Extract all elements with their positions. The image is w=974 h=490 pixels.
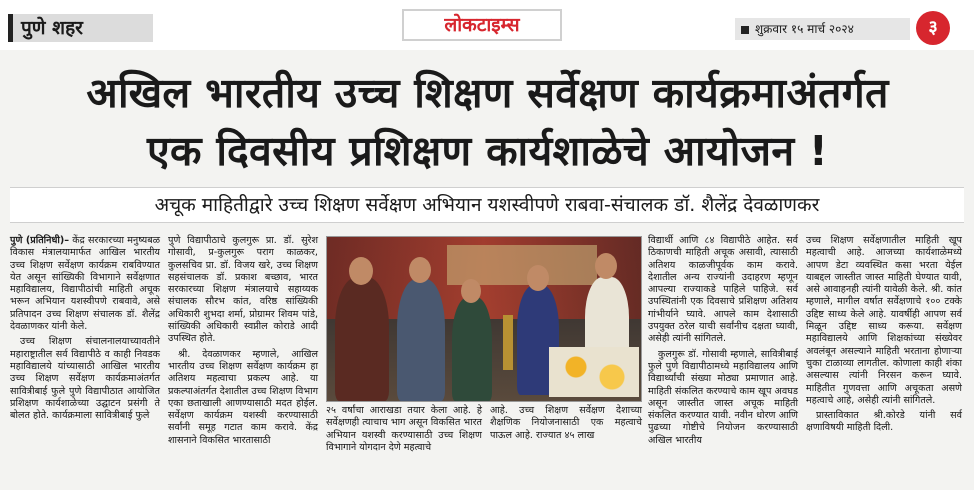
article-column-3: [490, 405, 642, 445]
article-column-4: [648, 235, 798, 450]
article-column-5: [806, 235, 962, 438]
headline: [15, 64, 960, 180]
headline-line-2: एक दिवसीय प्रशिक्षण कार्यशाळेचे आयोजन !: [147, 127, 828, 175]
article-paragraph: [10, 235, 160, 333]
person-head: [595, 253, 617, 279]
headline-line-1: अखिल भारतीय उच्च शिक्षण सर्वेक्षण कार्यक्रमाअंतर्गत: [86, 69, 889, 117]
subheadline-strip: [10, 187, 964, 223]
dateline: पुणे (प्रतिनिधी)–: [10, 235, 70, 246]
person-head: [409, 257, 431, 283]
article-paragraph: उच्च शिक्षण संचालनालयाच्यावतीने महाराष्ट्रातील सर्व विद्यापीठे व काही निवडक महाविद्यालये यांच्यासाठी आखिल भारतीय उच्च शिक्षण सर्वेक्षण कार्यक्रमाअंतर्गत सावित्रीबाई फुले पुणे विद्यापीठात आयोजित प्रशिक्षण कार्यशाळेच्या उद्घाटन प्रसंगी ते बोलत होते. कार्यक्रमाला सावित्रीबाई फुले: [10, 336, 160, 422]
person-head: [349, 257, 373, 285]
article-column-photo-caption-area: [326, 405, 482, 457]
article-paragraph: विद्यार्थी आणि ८४ विद्यापीठे आहेत. सर्व ठिकाणची माहिती अचूक असावी, त्यासाठी अतिशय काळजीपूर्वक काम करावे. देशातील अन्य राज्यांनी उदाहरण म्हणून आपल्या राज्याकडे पाहिले पाहिजे. सर्व उपस्थितांनी एक दिवसाचे प्रशिक्षण अतिशय गांभीर्याने घ्यावे. आपले काम देशासाठी उपयुक्त ठरेल याची सर्वांनीच दक्षता घ्यावी, असेही त्यांनी सांगितले.: [648, 235, 798, 345]
page-number-badge: ३: [916, 11, 950, 45]
article-paragraph: २५ वर्षांचा आराखडा तयार केला आहे. हे सर्वेक्षणही त्याचाच भाग असून विकसित भारत अभियान यशस्वी करण्यासाठी उच्च शिक्षण विभागाने योगदान देणे महत्वाचे: [326, 405, 482, 453]
article-paragraph: श्री. देवळाणकर म्हणाले, आखिल भारतीय उच्च शिक्षण सर्वेक्षण कार्यक्रम हा अतिशय महत्वाचा प्रकल्प आहे. या प्रकल्पाअंतर्गत देशातील उच्च शिक्षण विभाग एका छताखाली आणण्यासाठी मदत होईल. सर्वेक्षण कार्यक्रम यशस्वी करण्यासाठी सर्वांनी समूह गटात काम करावे. केंद्र शासनाने विकसित भारतासाठी: [168, 348, 318, 446]
masthead: [0, 0, 974, 50]
issue-date: [735, 18, 910, 40]
square-bullet-icon: [741, 26, 749, 34]
article-column-1: [10, 235, 160, 425]
article-paragraph: पुणे विद्यापीठाचे कुलगुरू प्रा. डॉ. सुरेश गोसावी, प्र-कुलगुरू पराग काळकर, कुलसचिव प्रा. डॉ. विजय खरे, उच्च शिक्षण सहसंचालक डॉ. प्रकाश बच्छाव, भारत सरकारच्या शिक्षण मंत्रालयाचे सहाय्यक संचालक सौरभ कांत, वरिष्ठ सांख्यिकी अधिकारी शुभदा शर्मा, प्रोग्रामर शिवम पांडे, सांख्यिकी अधिकारी स्वप्नील कोराडे आदी उपस्थित होते.: [168, 235, 318, 345]
paragraph-text: केंद्र सरकारच्या मनुष्यबळ विकास मंत्रालयामार्फत आखिल भारतीय उच्च शिक्षण सर्वेक्षण कार्यक्रम राबविण्यात येत असून सांख्यिकी विभागाने सर्वेक्षणात महाविद्यालय, विद्यापीठांची माहिती अचूक भरून अभियान यशस्वीपणे राबवावे, असे प्रतिपादन उच्च शिक्षण संचालक डॉ. शैलेंद्र देवळाणकर यांनी केले.: [10, 235, 160, 333]
article-paragraph: आहे. उच्च शिक्षण सर्वेक्षण देशाच्या शैक्षणिक नियोजनासाठी एक महत्वाचे पाऊल आहे. राज्यात ४५ लाख: [490, 405, 642, 441]
person-figure: [335, 277, 389, 401]
article-paragraph: कुलगुरू डॉ. गोसावी म्हणाले, सावित्रीबाई फुले पुणे विद्यापीठामध्ये महाविद्यालय आणि विद्यार्थ्यांची संख्या मोठ्या प्रमाणात आहे. माहिती संकलित करण्याचे काम खूप अवघड असून जास्तीत जास्त अचूक माहिती संकलित करण्यात यावी. नवीन धोरण आणि पुढच्या गोष्टीचे नियोजन करण्यासाठी अखिल भारतीय: [648, 348, 798, 446]
person-figure: [397, 279, 445, 401]
newspaper-logo: लोकटाइम्स: [402, 9, 562, 41]
event-photo: [326, 236, 642, 402]
flower-arrangement: [549, 347, 639, 397]
person-head: [527, 265, 549, 291]
person-figure: [452, 297, 492, 401]
article-paragraph: प्रास्ताविकात श्री.कोरडे यांनी सर्व क्षणाविषयी माहिती दिली.: [806, 410, 962, 434]
ceremonial-lamp: [503, 315, 513, 370]
city-section-label: पुणे शहर: [8, 14, 153, 42]
article-column-2: [168, 235, 318, 450]
person-head: [461, 279, 481, 303]
subheadline: अचूक माहितीद्वारे उच्च शिक्षण सर्वेक्षण अभियान यशस्वीपणे राबवा-संचालक डॉ. शैलेंद्र देवळाणकर: [154, 194, 820, 216]
article-paragraph: उच्च शिक्षण सर्वेक्षणातील माहिती खूप महत्वाची आहे. आजच्या कार्यशाळेमध्ये आपण डेटा व्यवस्थित कसा भरता येईल याबद्दल जास्तीत जास्त माहिती घेण्यात यावी, असे आवाहनही त्यांनी यावेळी केले. श्री. कांत म्हणाले, मागील वर्षात सर्वेक्षणाचे १०० टक्के उद्दिष्ट साध्य केले आहे. यावर्षीही आपण सर्व मिळून उद्दिष्ट साध्य करूया. सर्वेक्षण महाविद्यालये आणि शिक्षकांच्या संख्येवर अवलंबून असल्याने माहिती भरताना होणाऱ्या चुका टाळाव्या लागतील. कोणाला काही शंका असल्यास त्यांनी निरसन करून घ्यावे. माहितीत गुणवत्ता आणि अचूकता असणे महत्वाचे आहे, असेही त्यांनी सांगितले.: [806, 235, 962, 406]
issue-date-text: शुक्रवार १५ मार्च २०२४: [755, 22, 854, 36]
